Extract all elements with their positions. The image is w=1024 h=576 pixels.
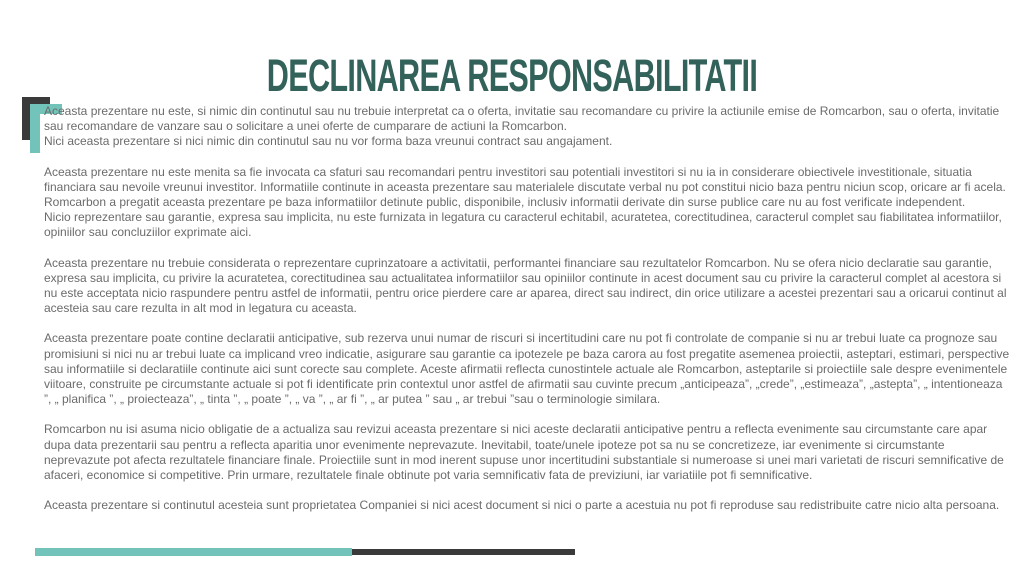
- slide-title: DECLINAREA RESPONSABILITATII: [266, 50, 758, 101]
- disclaimer-text: [44, 104, 1012, 513]
- footer-bar-teal: [35, 548, 352, 556]
- paragraph: Aceasta prezentare nu este menita sa fie invocata ca sfaturi sau recomandari pentru investitori sau potentiali investitori si nu ia in considerare obiectivele investitionale, situatia financiara sau nevoile vreunui investitor. Informatiile continute in aceasta prezentare sau materialele discutate verbal nu pot constitui nicio baza pentru niciun scop, oricare ar fi acela. Romcarbon a pregatit aceasta prezentare pe baza informatiilor detinute public, disponibile, inclusiv informatii derivate din surse publice care nu au fost verificate independent. Nicio reprezentare sau garantie, expresa sau implicita, nu este furnizata in legatura cu caracterul echitabil, acuratetea, corectitudinea, caracterul complet sau fiabilitatea informatiilor, opiniilor sau concluziilor exprimate aici.: [44, 164, 1006, 240]
- paragraph: Romcarbon nu isi asuma nicio obligatie de a actualiza sau revizui aceasta prezentare si nici aceste declaratii anticipative pentru a reflecta evenimente sau circumstante care apar dupa data prezentarii sau pentru a reflecta aparitia unor evenimente neprevazute. Inevitabil, toate/unele ipoteze pot sa nu se concretizeze, iar evenimente si circumstante neprevazute pot afecta rezultatele financiare finale. Proiectiile sunt in mod inerent supuse unor incertitudini substantiale si numeroase si unei mari varietati de riscuri semnificative de afaceri, economice si competitive. Prin urmare, rezultatele finale obtinute pot varia semnificativ fata de previziuni, iar variatiile pot fi semnificative.: [44, 422, 1004, 483]
- paragraph: Aceasta prezentare nu trebuie considerata o reprezentare cuprinzatoare a activitatii, performantei financiare sau rezultatelor Romcarbon. Nu se ofera nicio declaratie sau garantie, expresa sau implicita, cu privire la acuratetea, corectitudinea sau actualitatea informatiilor sau opiniilor continute in acest document sau cu privire la caracterul complet al acestora si nu este acceptata nicio raspundere pentru astfel de informatii, pentru orice pierdere care ar aparea, direct sau indirect, din orice utilizare a acestei prezentari sau a oricarui continut al acesteia sau care rezulta in alt mod in legatura cu aceasta.: [44, 255, 1007, 316]
- paragraph: Aceasta prezentare poate contine declaratii anticipative, sub rezerva unui numar de riscuri si incertitudini care nu pot fi controlate de companie si nu ar trebui luate ca prognoze sau promisiuni si nici nu ar trebui luate ca implicand vreo indicatie, asigurare sau garantie ca ipotezele pe baza carora au fost pregatite asemenea proiectii, asteptari, estimari, perspective sau informatiile si declaratiile continute aici sunt corecte sau complete. Aceste afirmatii reflecta cunostintele actuale ale Romcarbon, asteptarile si proiectiile sale despre evenimentele viitoare, construite pe circumstante actuale si pot fi identificate prin contextul unor astfel de afirmatii sau cuvinte precum „anticipeaza”, „crede”, „estimeaza”, „astepta”, „ intentioneaza ”, „ planifica ”, „ proiecteaza”, „ tinta ”, „ poate ”, „ va ”, „ ar fi ”, „ ar putea ” sau „ ar trebui ”sau o terminologie similara.: [44, 331, 1010, 407]
- paragraph: Aceasta prezentare si continutul acesteia sunt proprietatea Companiei si nici acest document si nici o parte a acestuia nu pot fi reproduse sau redistribuite catre nicio alta persoana.: [44, 498, 1000, 513]
- paragraph: Aceasta prezentare nu este, si nimic din continutul sau nu trebuie interpretat ca o oferta, invitatie sau recomandare cu privire la actiunile emise de Romcarbon, sau o oferta, invitatie sau recomandare de vanzare sau o solicitare a unei oferte de cumparare de actiuni la Romcarbon. Nici aceasta prezentare si nici nimic din continutul sau nu vor forma baza vreunui contract sau angajament.: [44, 104, 1000, 149]
- footer-bar-dark: [352, 549, 575, 555]
